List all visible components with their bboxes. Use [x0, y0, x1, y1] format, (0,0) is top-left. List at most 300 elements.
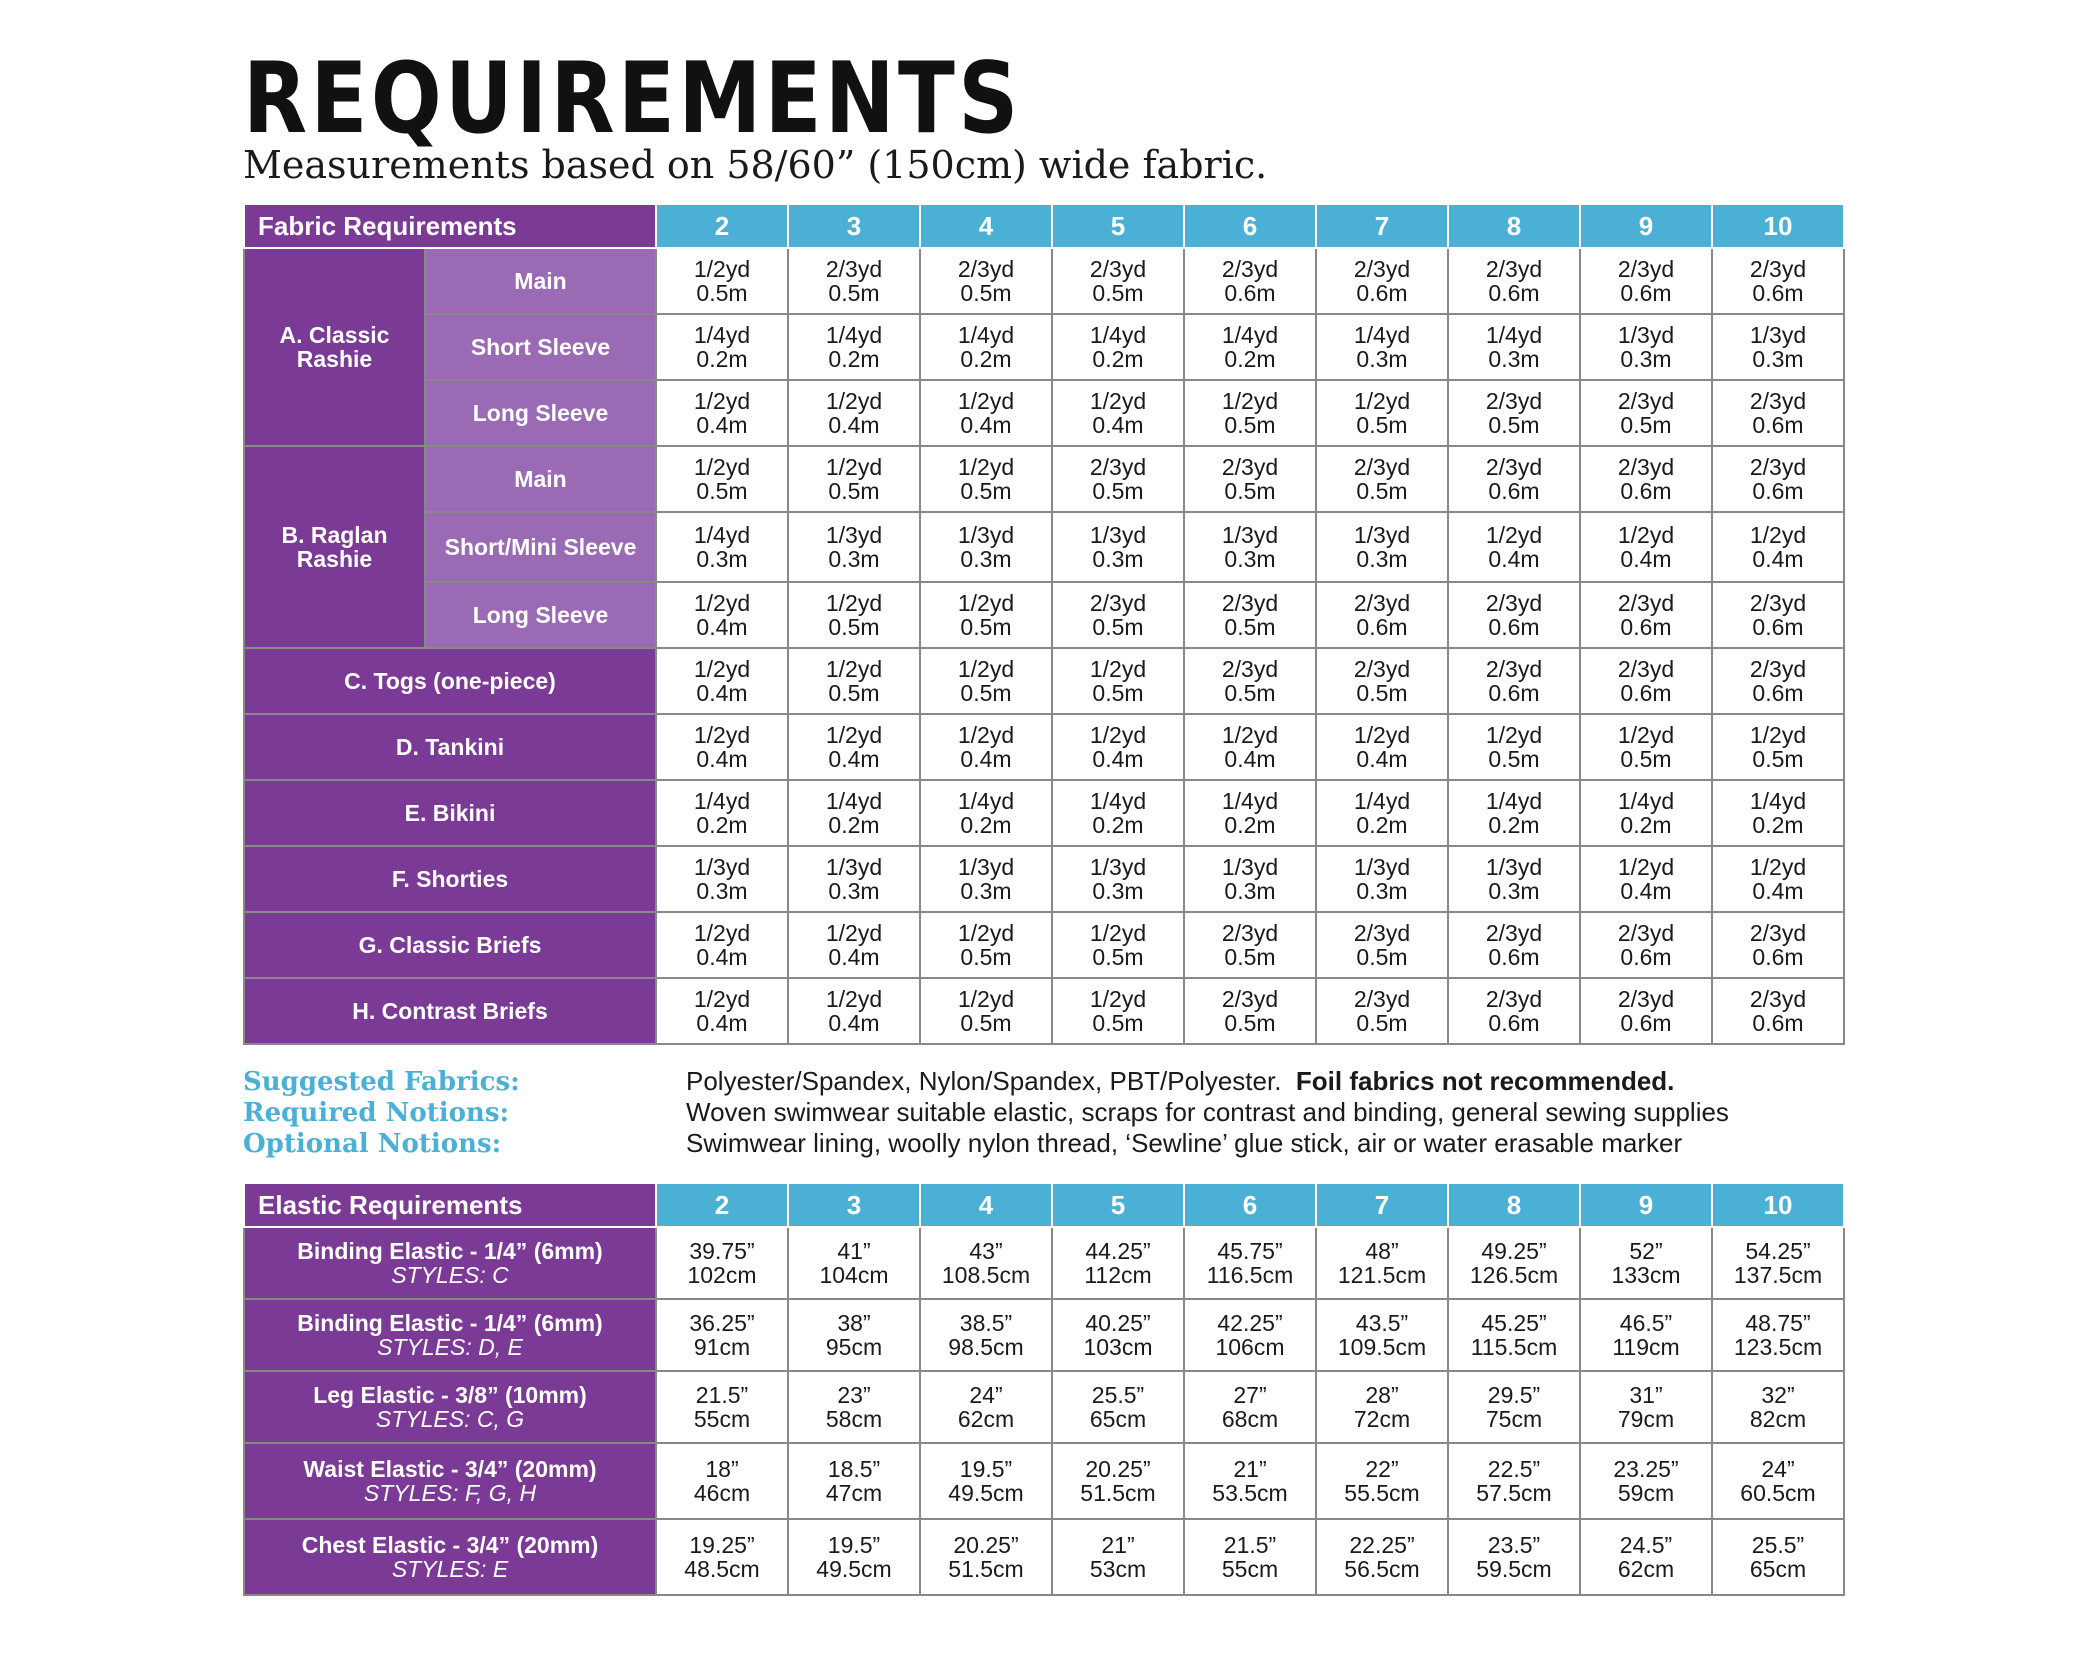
metric-value: 0.2m	[1224, 812, 1276, 838]
imperial-value: 38.5”	[959, 1310, 1013, 1336]
value-cell	[1316, 512, 1448, 582]
value-cell	[656, 380, 788, 446]
metric-value: 0.4m	[828, 746, 880, 772]
metric-value: 59.5cm	[1476, 1556, 1552, 1582]
metric-value: 0.6m	[1752, 1010, 1804, 1036]
value-cell	[656, 314, 788, 380]
metric-value: 0.5m	[1620, 746, 1672, 772]
imperial-value: 1/4yd	[1353, 322, 1411, 348]
metric-value: 0.3m	[1488, 878, 1540, 904]
value-cell	[1712, 912, 1844, 978]
metric-value: 0.6m	[1488, 478, 1540, 504]
metric-value: 112cm	[1084, 1262, 1152, 1288]
metric-value: 72cm	[1353, 1406, 1411, 1432]
value-cell	[1712, 248, 1844, 314]
metric-value: 0.5m	[960, 478, 1012, 504]
metric-value: 0.6m	[1752, 944, 1804, 970]
value-cell	[920, 1371, 1052, 1443]
imperial-value: 1/2yd	[1221, 722, 1279, 748]
value-cell	[1316, 446, 1448, 512]
value-cell	[1580, 846, 1712, 912]
imperial-value: 1/2yd	[693, 920, 751, 946]
value-cell	[1316, 912, 1448, 978]
elastic-name: Binding Elastic - 1/4” (6mm)	[297, 1238, 603, 1264]
imperial-value: 2/3yd	[1353, 454, 1411, 480]
table-row	[244, 248, 1844, 314]
metric-value: 106cm	[1215, 1334, 1285, 1360]
value-cell	[920, 780, 1052, 846]
value-cell	[1448, 780, 1580, 846]
metric-value: 49.5cm	[948, 1480, 1024, 1506]
metric-value: 0.6m	[1488, 944, 1540, 970]
imperial-value: 1/2yd	[825, 986, 883, 1012]
value-cell	[1712, 714, 1844, 780]
metric-value: 95cm	[825, 1334, 883, 1360]
value-cell	[920, 314, 1052, 380]
row-label: E. Bikini	[244, 780, 656, 846]
imperial-value: 1/4yd	[957, 322, 1015, 348]
value-cell	[1580, 1519, 1712, 1595]
metric-value: 0.5m	[1488, 412, 1540, 438]
imperial-value: 23”	[837, 1382, 871, 1408]
value-cell	[1052, 1299, 1184, 1371]
elastic-styles: STYLES: C	[391, 1262, 509, 1288]
metric-value: 0.2m	[696, 812, 748, 838]
imperial-value: 21”	[1101, 1532, 1135, 1558]
value-cell	[788, 1227, 920, 1299]
value-cell	[788, 314, 920, 380]
metric-value: 0.3m	[1092, 546, 1144, 572]
value-cell	[656, 446, 788, 512]
elastic-name: Leg Elastic - 3/8” (10mm)	[313, 1382, 587, 1408]
imperial-value: 49.25”	[1481, 1238, 1547, 1264]
metric-value: 0.5m	[1620, 412, 1672, 438]
imperial-value: 21.5”	[1223, 1532, 1277, 1558]
metric-value: 0.5m	[696, 280, 748, 306]
metric-value: 0.6m	[1620, 944, 1672, 970]
imperial-value: 1/2yd	[1353, 722, 1411, 748]
imperial-value: 45.25”	[1481, 1310, 1547, 1336]
group-label-cell	[244, 446, 425, 648]
metric-value: 51.5cm	[1080, 1480, 1156, 1506]
value-cell	[1184, 248, 1316, 314]
metric-value: 0.5m	[1488, 746, 1540, 772]
imperial-value: 2/3yd	[1221, 656, 1279, 682]
value-cell	[1316, 582, 1448, 648]
imperial-value: 1/2yd	[1617, 722, 1675, 748]
size-header: 4	[920, 204, 1052, 248]
value-cell	[1580, 582, 1712, 648]
imperial-value: 1/2yd	[957, 920, 1015, 946]
metric-value: 0.5m	[960, 680, 1012, 706]
row-label: G. Classic Briefs	[244, 912, 656, 978]
value-cell	[1712, 1371, 1844, 1443]
metric-value: 0.5m	[1224, 944, 1276, 970]
metric-value: 0.4m	[1620, 878, 1672, 904]
value-cell	[788, 780, 920, 846]
imperial-value: 25.5”	[1091, 1382, 1145, 1408]
imperial-value: 2/3yd	[1485, 256, 1543, 282]
metric-value: 0.5m	[1092, 280, 1144, 306]
note-value: Polyester/Spandex, Nylon/Spandex, PBT/Polyester. Foil fabrics not recommended.	[686, 1066, 1675, 1096]
imperial-value: 21”	[1233, 1456, 1267, 1482]
value-cell	[1052, 912, 1184, 978]
value-cell	[656, 978, 788, 1044]
group-label: A. Classic Rashie	[279, 322, 390, 372]
metric-value: 0.4m	[1092, 746, 1144, 772]
elastic-label-cell	[244, 1443, 656, 1519]
value-cell	[788, 1299, 920, 1371]
value-cell	[920, 1299, 1052, 1371]
row-label: F. Shorties	[244, 846, 656, 912]
imperial-value: 20.25”	[953, 1532, 1019, 1558]
value-cell	[1316, 846, 1448, 912]
value-cell	[656, 1371, 788, 1443]
imperial-value: 2/3yd	[1485, 656, 1543, 682]
value-cell	[1580, 1371, 1712, 1443]
row-label: D. Tankini	[244, 714, 656, 780]
imperial-value: 1/4yd	[825, 788, 883, 814]
metric-value: 0.2m	[696, 346, 748, 372]
value-cell	[788, 512, 920, 582]
value-cell	[656, 1299, 788, 1371]
imperial-value: 1/2yd	[693, 454, 751, 480]
page-subtitle: Measurements based on 58/60” (150cm) wide fabric.	[243, 143, 1268, 187]
imperial-value: 22.5”	[1487, 1456, 1541, 1482]
value-cell	[1316, 1227, 1448, 1299]
size-header: 10	[1712, 1183, 1844, 1227]
sub-label: Long Sleeve	[425, 380, 656, 446]
imperial-value: 2/3yd	[1485, 590, 1543, 616]
value-cell	[1448, 978, 1580, 1044]
imperial-value: 1/3yd	[1749, 322, 1807, 348]
value-cell	[656, 582, 788, 648]
imperial-value: 2/3yd	[1353, 920, 1411, 946]
metric-value: 0.5m	[960, 280, 1012, 306]
table-row	[244, 780, 1844, 846]
value-cell	[1184, 512, 1316, 582]
value-cell	[1052, 978, 1184, 1044]
metric-value: 0.4m	[1356, 746, 1408, 772]
imperial-value: 1/2yd	[1485, 722, 1543, 748]
table-row	[244, 1299, 1844, 1371]
elastic-requirements-table	[243, 1182, 1845, 1596]
row-label: C. Togs (one-piece)	[244, 648, 656, 714]
value-cell	[1448, 582, 1580, 648]
note-value: Woven swimwear suitable elastic, scraps for contrast and binding, general sewing supplies	[686, 1097, 1729, 1127]
value-cell	[1184, 846, 1316, 912]
metric-value: 0.6m	[1620, 1010, 1672, 1036]
metric-value: 0.4m	[1488, 546, 1540, 572]
value-cell	[656, 648, 788, 714]
metric-value: 104cm	[819, 1262, 889, 1288]
imperial-value: 27”	[1233, 1382, 1267, 1408]
metric-value: 0.4m	[828, 944, 880, 970]
size-header: 3	[788, 204, 920, 248]
table-row	[244, 380, 1844, 446]
imperial-value: 1/2yd	[1353, 388, 1411, 414]
size-header: 6	[1184, 1183, 1316, 1227]
imperial-value: 41”	[837, 1238, 871, 1264]
imperial-value: 43”	[969, 1238, 1003, 1264]
metric-value: 0.5m	[828, 280, 880, 306]
table-row	[244, 582, 1844, 648]
imperial-value: 1/4yd	[693, 788, 751, 814]
value-cell	[788, 1371, 920, 1443]
imperial-value: 2/3yd	[1089, 256, 1147, 282]
imperial-value: 21.5”	[695, 1382, 749, 1408]
imperial-value: 1/4yd	[1617, 788, 1675, 814]
value-cell	[1712, 1227, 1844, 1299]
metric-value: 0.2m	[1092, 812, 1144, 838]
imperial-value: 1/2yd	[693, 256, 751, 282]
metric-value: 0.3m	[828, 878, 880, 904]
sub-label: Long Sleeve	[425, 582, 656, 648]
value-cell	[1712, 314, 1844, 380]
group-label-cell	[244, 248, 425, 446]
value-cell	[1448, 648, 1580, 714]
elastic-label-cell	[244, 1299, 656, 1371]
metric-value: 0.6m	[1620, 280, 1672, 306]
metric-value: 0.4m	[696, 746, 748, 772]
metric-value: 109.5cm	[1337, 1334, 1427, 1360]
metric-value: 0.6m	[1752, 412, 1804, 438]
value-cell	[1316, 380, 1448, 446]
page-title: REQUIREMENTS	[243, 42, 1022, 156]
value-cell	[1580, 648, 1712, 714]
size-header: 3	[788, 1183, 920, 1227]
metric-value: 0.6m	[1488, 1010, 1540, 1036]
value-cell	[1580, 978, 1712, 1044]
metric-value: 0.4m	[960, 746, 1012, 772]
metric-value: 48.5cm	[684, 1556, 760, 1582]
imperial-value: 1/2yd	[825, 722, 883, 748]
metric-value: 0.5m	[1224, 1010, 1276, 1036]
value-cell	[1712, 512, 1844, 582]
imperial-value: 2/3yd	[1749, 454, 1807, 480]
value-cell	[1052, 1519, 1184, 1595]
imperial-value: 54.25”	[1745, 1238, 1811, 1264]
metric-value: 0.4m	[696, 1010, 748, 1036]
imperial-value: 45.75”	[1217, 1238, 1283, 1264]
value-cell	[656, 1443, 788, 1519]
imperial-value: 22.25”	[1349, 1532, 1415, 1558]
metric-value: 0.5m	[1092, 944, 1144, 970]
imperial-value: 48”	[1365, 1238, 1399, 1264]
value-cell	[1580, 248, 1712, 314]
value-cell	[1448, 1299, 1580, 1371]
value-cell	[1184, 978, 1316, 1044]
imperial-value: 1/2yd	[1221, 388, 1279, 414]
value-cell	[920, 248, 1052, 314]
imperial-value: 1/2yd	[1089, 388, 1147, 414]
metric-value: 0.2m	[828, 346, 880, 372]
value-cell	[1580, 780, 1712, 846]
value-cell	[656, 1519, 788, 1595]
imperial-value: 2/3yd	[1353, 986, 1411, 1012]
value-cell	[1712, 446, 1844, 512]
value-cell	[788, 1519, 920, 1595]
imperial-value: 1/4yd	[693, 522, 751, 548]
value-cell	[1580, 380, 1712, 446]
metric-value: 0.3m	[1356, 878, 1408, 904]
imperial-value: 1/3yd	[1221, 522, 1279, 548]
value-cell	[1580, 314, 1712, 380]
value-cell	[788, 1443, 920, 1519]
imperial-value: 18”	[705, 1456, 739, 1482]
metric-value: 46cm	[693, 1480, 751, 1506]
imperial-value: 2/3yd	[1617, 590, 1675, 616]
imperial-value: 2/3yd	[1617, 256, 1675, 282]
metric-value: 119cm	[1612, 1334, 1680, 1360]
value-cell	[1712, 1443, 1844, 1519]
metric-value: 0.4m	[828, 1010, 880, 1036]
imperial-value: 1/2yd	[957, 722, 1015, 748]
imperial-value: 1/2yd	[957, 656, 1015, 682]
row-label: H. Contrast Briefs	[244, 978, 656, 1044]
imperial-value: 1/2yd	[1617, 854, 1675, 880]
metric-value: 0.4m	[696, 944, 748, 970]
metric-value: 0.4m	[1620, 546, 1672, 572]
imperial-value: 1/2yd	[693, 656, 751, 682]
metric-value: 0.3m	[1224, 878, 1276, 904]
metric-value: 0.3m	[1620, 346, 1672, 372]
imperial-value: 1/4yd	[1221, 322, 1279, 348]
metric-value: 133cm	[1611, 1262, 1681, 1288]
metric-value: 116.5cm	[1206, 1262, 1294, 1288]
note-label: Optional Notions:	[243, 1128, 502, 1159]
value-cell	[920, 1519, 1052, 1595]
value-cell	[1712, 380, 1844, 446]
imperial-value: 2/3yd	[825, 256, 883, 282]
imperial-value: 24”	[969, 1382, 1003, 1408]
imperial-value: 1/3yd	[1353, 854, 1411, 880]
imperial-value: 1/3yd	[1485, 854, 1543, 880]
metric-value: 75cm	[1485, 1406, 1543, 1432]
fabric-requirements-table	[243, 203, 1845, 1045]
metric-value: 0.6m	[1752, 614, 1804, 640]
imperial-value: 1/2yd	[957, 590, 1015, 616]
elastic-styles: STYLES: F, G, H	[363, 1480, 537, 1506]
imperial-value: 2/3yd	[1617, 454, 1675, 480]
metric-value: 0.6m	[1752, 478, 1804, 504]
imperial-value: 2/3yd	[1617, 388, 1675, 414]
size-header: 2	[656, 1183, 788, 1227]
elastic-name: Chest Elastic - 3/4” (20mm)	[301, 1532, 599, 1558]
metric-value: 0.5m	[1356, 944, 1408, 970]
imperial-value: 38”	[837, 1310, 871, 1336]
sub-label: Main	[425, 248, 656, 314]
metric-value: 0.5m	[1356, 680, 1408, 706]
note-label: Suggested Fabrics:	[243, 1066, 520, 1097]
value-cell	[1052, 780, 1184, 846]
imperial-value: 2/3yd	[1089, 590, 1147, 616]
imperial-value: 2/3yd	[1353, 256, 1411, 282]
metric-value: 0.3m	[1224, 546, 1276, 572]
value-cell	[1184, 1519, 1316, 1595]
imperial-value: 1/3yd	[1617, 322, 1675, 348]
metric-value: 0.5m	[696, 478, 748, 504]
imperial-value: 19.5”	[827, 1532, 881, 1558]
imperial-value: 20.25”	[1085, 1456, 1151, 1482]
metric-value: 56.5cm	[1344, 1556, 1420, 1582]
metric-value: 0.2m	[960, 346, 1012, 372]
value-cell	[1184, 1443, 1316, 1519]
value-cell	[1184, 380, 1316, 446]
value-cell	[1316, 248, 1448, 314]
metric-value: 0.6m	[1488, 680, 1540, 706]
metric-value: 60.5cm	[1740, 1480, 1816, 1506]
size-header: 6	[1184, 204, 1316, 248]
metric-value: 58cm	[825, 1406, 883, 1432]
value-cell	[1712, 1519, 1844, 1595]
imperial-value: 1/2yd	[693, 986, 751, 1012]
table-row	[244, 512, 1844, 582]
elastic-name: Waist Elastic - 3/4” (20mm)	[303, 1456, 597, 1482]
metric-value: 0.6m	[1620, 614, 1672, 640]
imperial-value: 25.5”	[1751, 1532, 1805, 1558]
metric-value: 0.3m	[1356, 546, 1408, 572]
metric-value: 0.6m	[1488, 614, 1540, 640]
value-cell	[1580, 1227, 1712, 1299]
imperial-value: 2/3yd	[1221, 920, 1279, 946]
value-cell	[1448, 512, 1580, 582]
metric-value: 126.5cm	[1469, 1262, 1559, 1288]
imperial-value: 1/4yd	[1749, 788, 1807, 814]
imperial-value: 1/3yd	[957, 522, 1015, 548]
value-cell	[1448, 714, 1580, 780]
metric-value: 0.5m	[1356, 412, 1408, 438]
metric-value: 0.4m	[828, 412, 880, 438]
metric-value: 0.5m	[828, 680, 880, 706]
value-cell	[1316, 1519, 1448, 1595]
imperial-value: 1/4yd	[1485, 322, 1543, 348]
value-cell	[1184, 648, 1316, 714]
table-row	[244, 446, 1844, 512]
sub-label: Main	[425, 446, 656, 512]
imperial-value: 42.25”	[1217, 1310, 1283, 1336]
elastic-name: Binding Elastic - 1/4” (6mm)	[297, 1310, 603, 1336]
imperial-value: 1/3yd	[1221, 854, 1279, 880]
value-cell	[1580, 512, 1712, 582]
imperial-value: 39.75”	[689, 1238, 755, 1264]
metric-value: 0.4m	[696, 412, 748, 438]
metric-value: 0.4m	[1752, 546, 1804, 572]
imperial-value: 1/2yd	[825, 920, 883, 946]
value-cell	[1316, 1299, 1448, 1371]
imperial-value: 1/2yd	[693, 722, 751, 748]
sub-label: Short/Mini Sleeve	[425, 512, 656, 582]
metric-value: 0.3m	[1092, 878, 1144, 904]
value-cell	[1052, 648, 1184, 714]
imperial-value: 2/3yd	[1749, 590, 1807, 616]
note-required-notions	[243, 1097, 1843, 1128]
value-cell	[1448, 314, 1580, 380]
imperial-value: 1/3yd	[825, 522, 883, 548]
value-cell	[1448, 1227, 1580, 1299]
value-cell	[1052, 846, 1184, 912]
value-cell	[1448, 446, 1580, 512]
elastic-label-cell	[244, 1371, 656, 1443]
imperial-value: 32”	[1761, 1382, 1795, 1408]
imperial-value: 1/3yd	[957, 854, 1015, 880]
value-cell	[1184, 1227, 1316, 1299]
value-cell	[1580, 714, 1712, 780]
value-cell	[656, 780, 788, 846]
table-row	[244, 1519, 1844, 1595]
imperial-value: 1/3yd	[693, 854, 751, 880]
value-cell	[1448, 1371, 1580, 1443]
